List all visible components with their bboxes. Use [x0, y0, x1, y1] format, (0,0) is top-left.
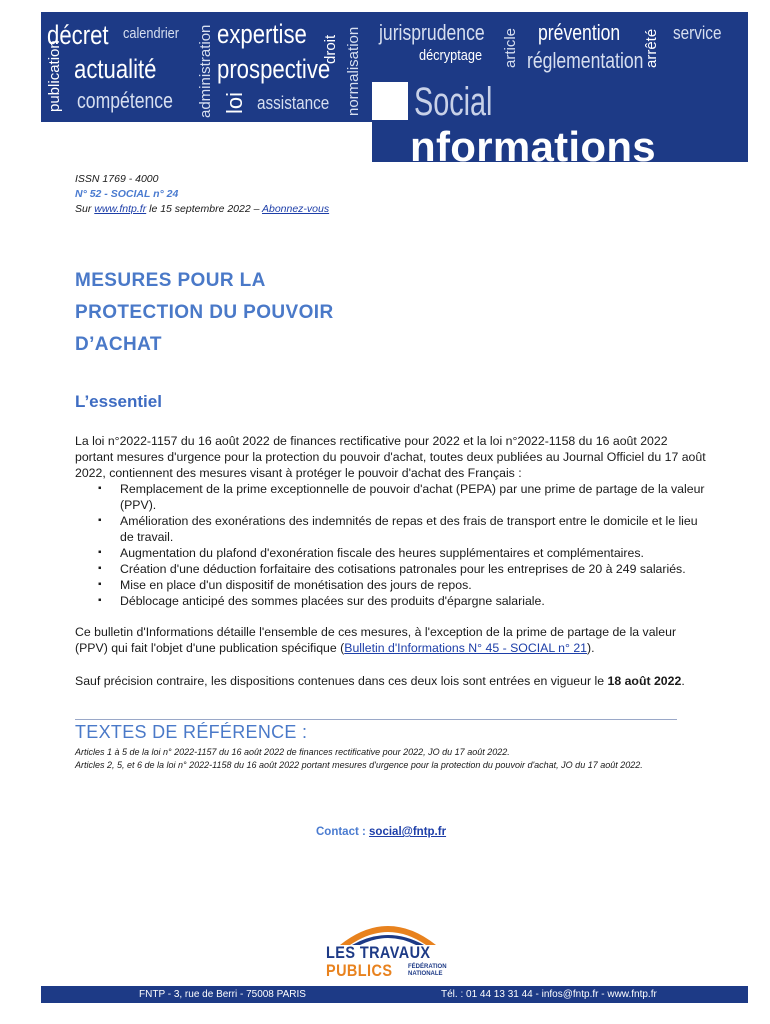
logo-arc-icon — [318, 913, 458, 947]
banner-word-publication: publication — [46, 40, 63, 112]
reference-item: Articles 1 à 5 de la loi n° 2022-1157 du 16 août 2022 de finances rectificative pour 2022, JO du 17 août 2022. — [75, 747, 510, 757]
essentiel-heading: L’essentiel — [75, 392, 162, 411]
date-text: le 15 septembre 2022 – — [146, 203, 262, 215]
vigueur-paragraph — [75, 673, 709, 689]
banner-word-reglementation: réglementation — [527, 48, 644, 73]
banner-word-article: article — [502, 27, 519, 68]
page-title — [75, 265, 495, 361]
footer-contact: Tél. : 01 44 13 31 44 - infos@fntp.fr - www.fntp.fr — [441, 989, 657, 1000]
banner-word-droit: droit — [322, 34, 339, 64]
list-item: ▪ Augmentation du plafond d'exonération fiscale des heures supplémentaires et complémentaires. — [120, 545, 709, 561]
bulletin-link[interactable]: Bulletin d'Informations N° 45 - SOCIAL n° 21 — [344, 641, 587, 655]
list-item: ▪ Amélioration des exonérations des indemnités de repas et des frais de transport entre le domicile et le lieu de travail. — [120, 513, 709, 545]
banner-word-decryptage: décryptage — [419, 47, 483, 64]
issue-number: N° 52 - SOCIAL n° 24 — [75, 188, 179, 200]
list-item: ▪ Remplacement de la prime exceptionnelle de pouvoir d'achat (PEPA) par une prime de partage de la valeur (PPV). — [120, 481, 709, 513]
publication-line — [75, 202, 329, 217]
bulletin-text: Ce bulletin d'Informations détaille l'ensemble de ces mesures, à l'exception de la prime de partage de la valeur (PPV) qui fait l'objet d'une publication spécifique ( — [75, 625, 677, 655]
vigueur-date: 18 août 2022 — [607, 674, 682, 688]
banner-word-loi: loi — [222, 91, 247, 114]
reference-item: Articles 2, 5, et 6 de la loi n° 2022-1158 du 16 août 2022 portant mesures d'urgence pour la protection du pouvoir d'achat, JO du 17 août 2022. — [75, 759, 643, 770]
references-heading: TEXTES DE RÉFÉRENCE : — [75, 722, 308, 742]
intro-paragraph: La loi n°2022-1157 du 16 août 2022 de finances rectificative pour 2022 et la loi n°2022-1158 du 16 août 2022 portant mesures d'urgence pour la protection du pouvoir d'achat, toutes deux publiées au Journal Officiel du 17 août 2022, contiennent des mesures visant à protéger le pouvoir d'achat des Français : — [75, 434, 706, 480]
footer-bar — [41, 986, 748, 1003]
title-line-1: MESURES POUR LA — [75, 270, 266, 291]
logo-white-square — [372, 82, 408, 120]
measures-list — [75, 481, 709, 609]
footer-address: FNTP - 3, rue de Berri - 75008 PARIS — [139, 989, 306, 1000]
banner-word-service: service — [673, 23, 722, 43]
logo-line-1: LES TRAVAUX — [326, 943, 431, 962]
informations-wordmark: nformations — [410, 123, 656, 170]
fntp-logo — [318, 913, 458, 985]
vigueur-text: Sauf précision contraire, les dispositions contenues dans ces deux lois sont entrées en vigueur le — [75, 674, 608, 688]
title-line-3: D’ACHAT — [75, 334, 162, 355]
subscribe-link[interactable]: Abonnez-vous — [261, 203, 330, 215]
banner-word-decret: décret — [47, 20, 109, 50]
banner-word-normalisation: normalisation — [345, 26, 362, 116]
logo-federation: FÉDÉRATION — [408, 964, 447, 970]
contact-label: Contact : — [316, 826, 370, 838]
logo-line-2: PUBLICS — [326, 961, 393, 980]
banner-word-competence: compétence — [77, 88, 173, 113]
bulletin-paragraph — [75, 624, 709, 656]
site-link[interactable]: www.fntp.fr — [94, 203, 147, 215]
banner-word-prospective: prospective — [217, 54, 331, 84]
banner-word-jurisprudence: jurisprudence — [379, 20, 485, 45]
banner-word-prevention: prévention — [538, 20, 621, 45]
list-item: ▪ Déblocage anticipé des sommes placées sur des produits d'épargne salariale. — [120, 593, 709, 609]
logo-nationale: NATIONALE — [408, 970, 443, 977]
logo-line-3 — [408, 964, 447, 977]
essentiel-body — [75, 433, 709, 689]
bulletin-end: ). — [587, 641, 595, 655]
references-list — [75, 746, 715, 771]
issue-meta — [75, 172, 329, 217]
list-item: ▪ Mise en place d'un dispositif de monétisation des jours de repos. — [120, 577, 709, 593]
banner-word-arrete: arrêté — [643, 28, 660, 68]
section-divider — [75, 719, 677, 720]
contact-line — [316, 826, 446, 838]
contact-email-link[interactable]: social@fntp.fr — [369, 826, 447, 838]
banner-word-actualite: actualité — [74, 54, 157, 84]
banner-word-expertise: expertise — [217, 19, 307, 49]
banner-word-calendrier: calendrier — [123, 25, 179, 42]
vigueur-end: . — [681, 674, 685, 688]
sur-label: Sur — [75, 203, 95, 215]
social-wordmark: Social — [414, 80, 493, 124]
issn: ISSN 1769 - 4000 — [75, 173, 159, 185]
list-item: ▪ Création d'une déduction forfaitaire des cotisations patronales pour les entreprises de 20 à 249 salariés. — [120, 561, 709, 577]
title-line-2: PROTECTION DU POUVOIR — [75, 302, 334, 323]
banner-word-administration: administration — [197, 24, 214, 118]
banner-word-assistance: assistance — [257, 93, 330, 113]
